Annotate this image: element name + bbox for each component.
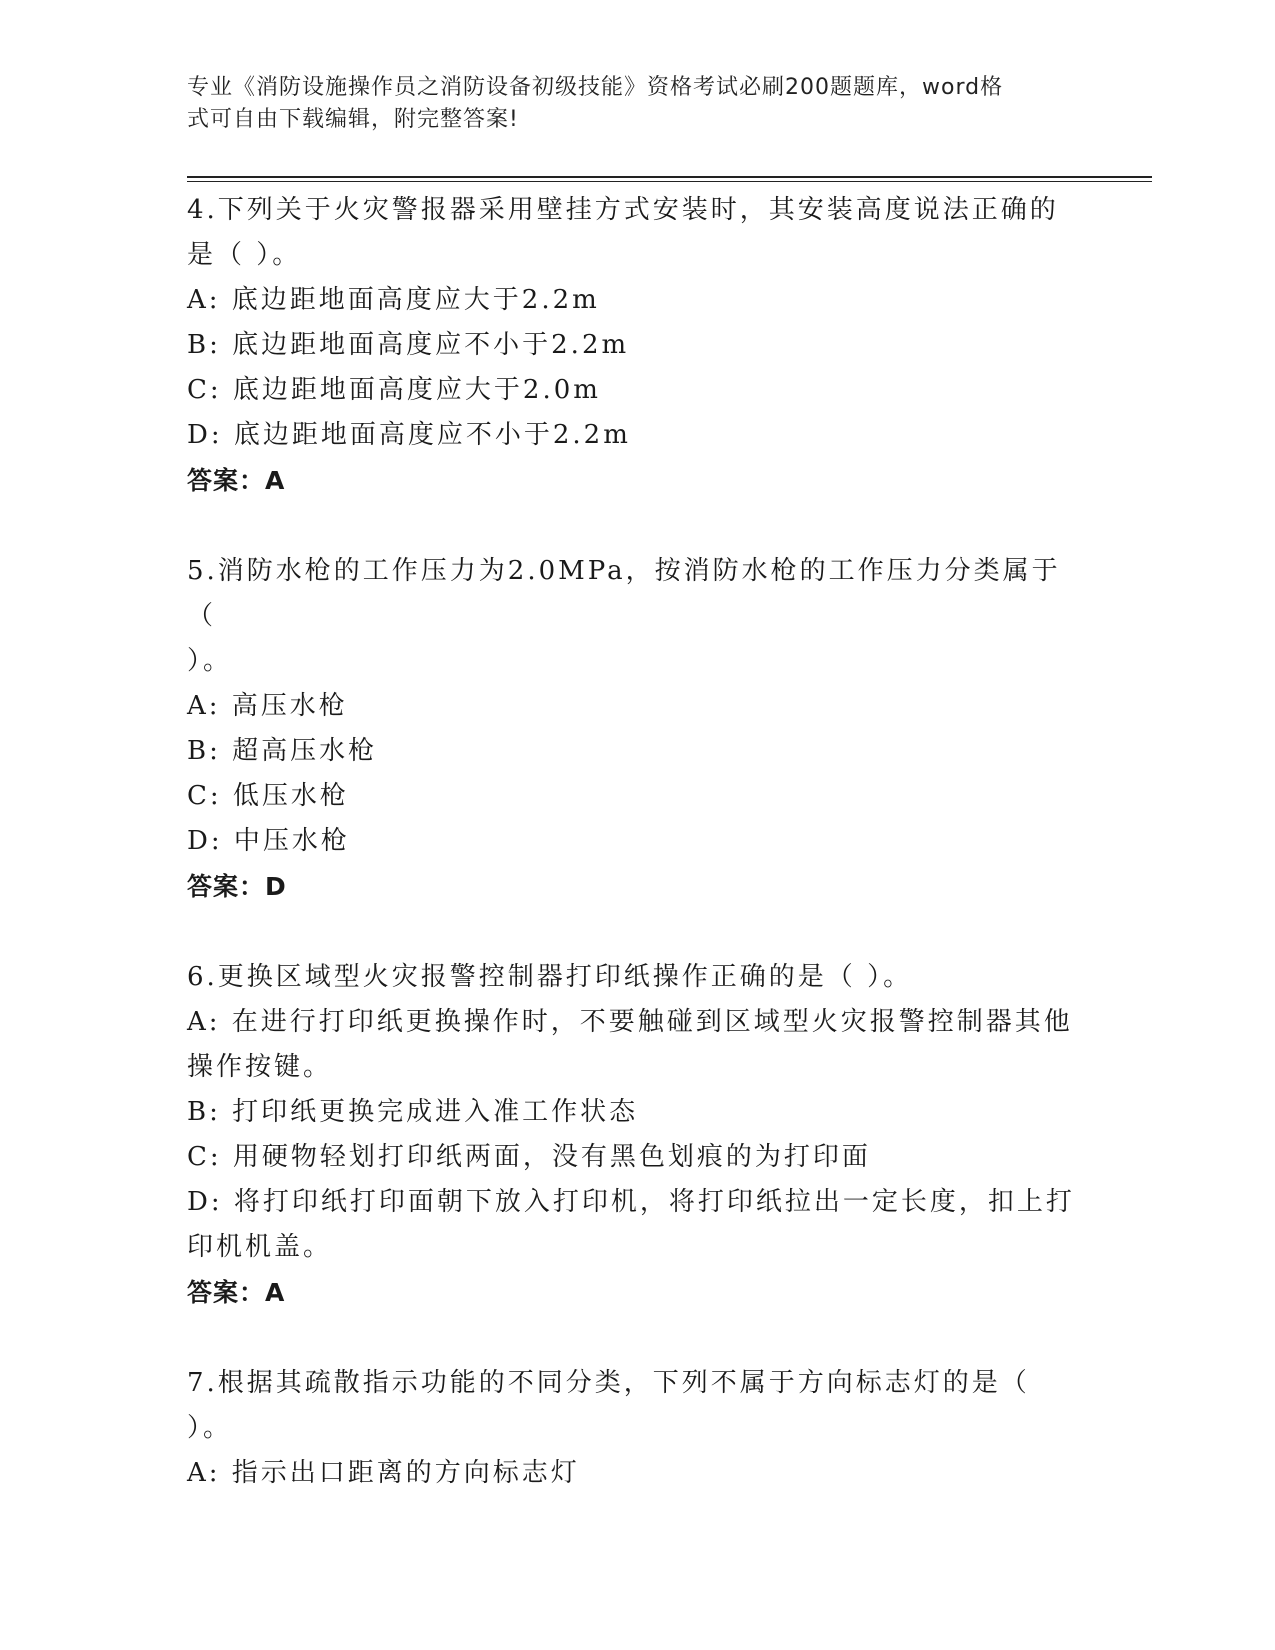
question-stem-line: ）。 [187,646,233,676]
question-stem-line: 7.根据其疏散指示功能的不同分类，下列不属于方向标志灯的是（ [187,1368,1030,1398]
header-line-2: 式可自由下载编辑，附完整答案! [187,107,519,132]
document-header [187,72,1087,136]
option-d: D: 将打印纸打印面朝下放入打印机，将打印纸拉出一定长度，扣上打 [187,1187,1075,1217]
option-a: A: 指示出口距离的方向标志灯 [187,1458,580,1488]
header-rule-thin [187,181,1152,182]
question-stem-line: 6.更换区域型火灾报警控制器打印纸操作正确的是（ ）。 [187,962,913,992]
option-d: D: 中压水枪 [187,826,350,856]
option-b: B: 超高压水枪 [187,736,378,766]
question-7 [187,1361,1087,1496]
question-4 [187,188,1087,503]
question-stem-line: ）。 [187,1413,233,1443]
header-line-1: 专业《消防设施操作员之消防设备初级技能》资格考试必刷200题题库，word格 [187,75,1004,100]
question-list [187,188,1087,1542]
answer: 答案：D [187,872,287,901]
option-a: A: 在进行打印纸更换操作时，不要触碰到区域型火灾报警控制器其他 [187,1007,1073,1037]
option-c: C: 用硬物轻划打印纸两面，没有黑色划痕的为打印面 [187,1142,871,1172]
option-b: B: 打印纸更换完成进入准工作状态 [187,1097,639,1127]
question-6 [187,955,1087,1315]
answer: 答案：A [187,466,286,495]
question-stem-line: 5.消防水枪的工作压力为2.0MPa，按消防水枪的工作压力分类属于（ [187,556,1061,631]
option-c: C: 底边距地面高度应大于2.0m [187,375,601,405]
question-stem-line: 是（ ）。 [187,240,302,270]
question-5 [187,549,1087,909]
option-d-continued: 印机机盖。 [187,1232,333,1262]
header-rule-thick [187,176,1152,178]
option-a-continued: 操作按键。 [187,1052,333,1082]
option-b: B: 底边距地面高度应不小于2.2m [187,330,630,360]
option-d: D: 底边距地面高度应不小于2.2m [187,420,631,450]
question-stem-line: 4.下列关于火灾警报器采用壁挂方式安装时，其安装高度说法正确的 [187,195,1059,225]
answer: 答案：A [187,1278,286,1307]
option-a: A: 底边距地面高度应大于2.2m [187,285,600,315]
option-a: A: 高压水枪 [187,691,348,721]
option-c: C: 低压水枪 [187,781,349,811]
